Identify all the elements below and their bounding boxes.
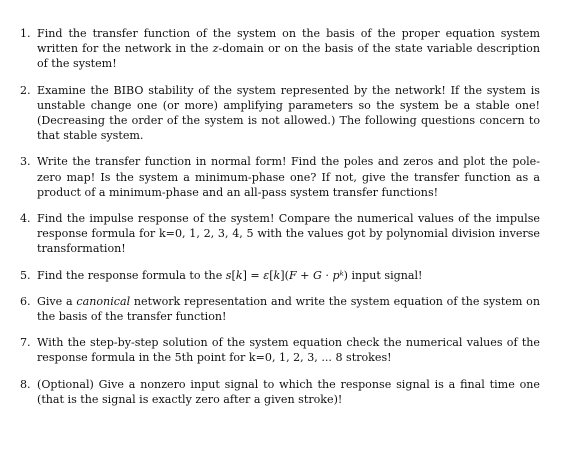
math-symbol: s xyxy=(225,268,232,282)
question-list xyxy=(20,26,540,407)
math-symbol: G xyxy=(313,268,322,282)
text-run: [ xyxy=(269,268,274,282)
question-text xyxy=(37,335,540,365)
text-run: Find the response formula to the xyxy=(37,268,226,282)
text-run: Give a xyxy=(37,294,77,308)
question-text xyxy=(37,83,540,144)
question-item xyxy=(20,268,540,283)
text-run: Examine the BIBO stability of the system represented by the network! If the system is unstable change one (or more) amplifying parameters so the system be a stable one! (Decreasing the order of the system is not allowed.) The following questions concern to that stable system. xyxy=(37,83,540,143)
math-symbol: ε xyxy=(263,268,270,282)
question-number: 5. xyxy=(20,268,31,282)
math-symbol: F xyxy=(288,268,297,282)
text-run: (Optional) Give a nonzero input signal to which the response signal is a final time one (that is the signal is exactly zero after a given stroke)! xyxy=(37,377,540,406)
math-symbol: ᵏ xyxy=(339,268,344,282)
question-text xyxy=(37,294,540,324)
text-run: [ xyxy=(231,268,236,282)
math-symbol: p xyxy=(332,268,340,282)
question-text xyxy=(37,154,540,200)
question-item xyxy=(20,154,540,200)
question-number: 6. xyxy=(20,294,31,308)
text-run: Write the transfer function in normal form! Find the poles and zeros and plot the pole-zero map! Is the system a minimum-phase one? If not, give the transfer function as a product of a minimum-phase and an all-pass system transfer functions! xyxy=(37,155,540,199)
text-run: -domain or on the basis of the state variable description of the system! xyxy=(37,42,540,71)
text-run: ] = xyxy=(242,268,264,282)
question-item xyxy=(20,335,540,365)
question-number: 1. xyxy=(20,27,31,40)
math-symbol: k xyxy=(273,268,281,282)
text-run: network representation and write the system equation of the system on the basis of the transfer function! xyxy=(37,294,540,324)
math-symbol: k xyxy=(235,268,243,282)
text-run: ]( xyxy=(280,268,289,282)
math-symbol: canonical xyxy=(76,294,131,308)
text-run: · xyxy=(321,268,333,282)
text-run: Find the transfer function of the system on the basis of the proper equation system written for the network in the xyxy=(37,27,540,56)
question-text xyxy=(37,268,540,283)
question-number: 3. xyxy=(20,155,31,169)
question-item xyxy=(20,294,540,324)
text-run: Find the impulse response of the system! Compare the numerical values of the impulse response formula for k=0, 1, 2, 3, 4, 5 with the values got by polynomial division inverse transformation! xyxy=(37,212,540,256)
document-page xyxy=(20,26,540,418)
text-run: + xyxy=(296,268,313,282)
question-text xyxy=(37,26,540,72)
math-symbol: z xyxy=(212,42,219,56)
text-run: With the step-by-step solution of the system equation check the numerical values of the response formula in the 5th point for k=0, 1, 2, 3, ... 8 strokes! xyxy=(37,336,540,365)
question-item xyxy=(20,211,540,257)
question-number: 8. xyxy=(20,377,31,391)
question-text xyxy=(37,211,540,257)
question-item xyxy=(20,377,540,407)
text-run: ) input signal! xyxy=(343,268,423,282)
question-number: 4. xyxy=(20,212,31,226)
question-item xyxy=(20,83,540,144)
question-text xyxy=(37,377,540,407)
question-item xyxy=(20,26,540,72)
question-number: 7. xyxy=(20,336,31,350)
question-number: 2. xyxy=(20,83,31,97)
